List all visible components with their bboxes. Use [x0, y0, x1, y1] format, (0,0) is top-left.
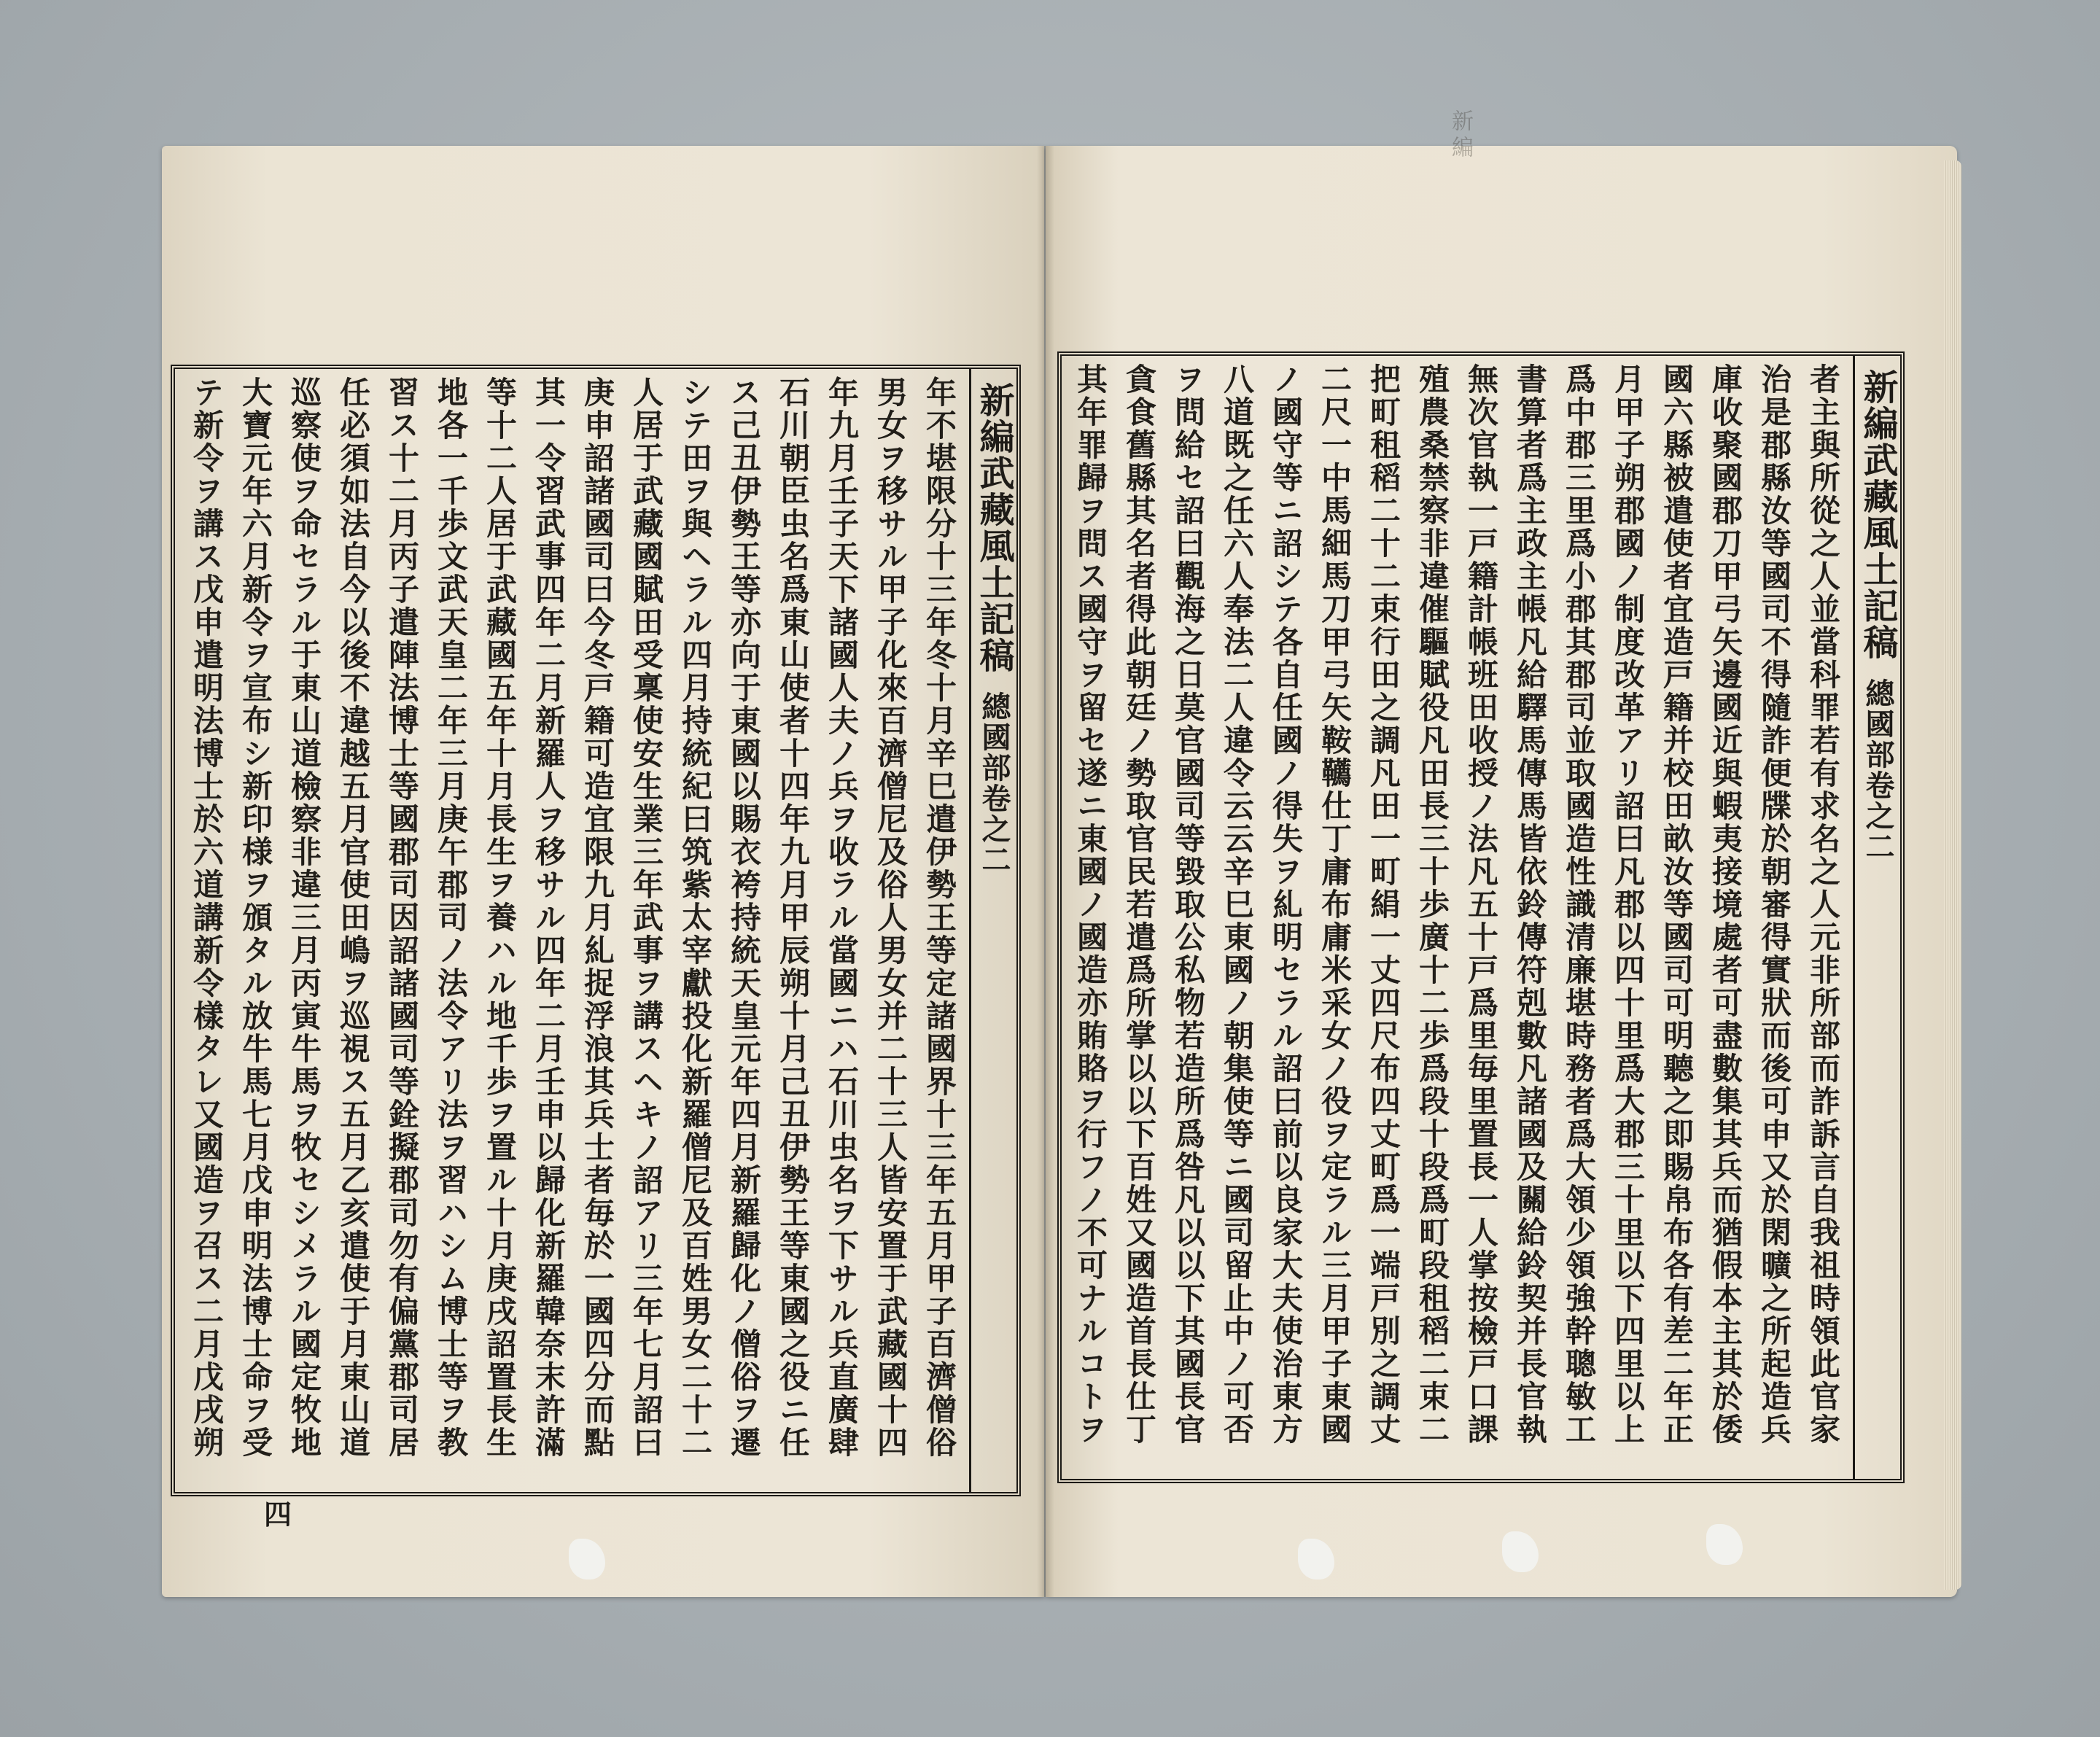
left-page — [162, 146, 1044, 1597]
left-header-volume: 總國部卷之二 — [977, 691, 1011, 875]
left-text-block: 年不堪限分十三年冬十月辛巳遣伊勢王等定諸國界十三年五月甲子百濟僧俗男女ヲ移サル甲子化來百濟僧尼及俗人男女并二十三人皆安置于武藏國十四年九月壬子天下諸國人夫ノ兵ヲ收ラル當國ニハ石川虫名ヲ下サル兵直廣肆石川朝臣虫名爲東山使者十四年九月甲辰朔十月己丑伊勢王等東國之役ニ任ス己丑伊勢王等亦向于東國以賜衣袴持統天皇元年四月新羅歸化ノ僧俗ヲ遷シテ田ヲ與ヘラル四月持統紀曰筑紫太宰獻投化新羅僧尼及百姓男女二十二人居于武藏國賦田受稟使安生業三年武事ヲ講スヘキノ詔アリ三年七月詔曰庚申詔諸國司曰今冬戸籍可造宜限九月糺捉浮浪其兵士者毎於一國四分而點其一令習武事四年二月新羅人ヲ移サル四年二月壬申以歸化新羅韓奈末許滿等十二人居于武藏國五年十月長生ヲ養ハル地千歩ヲ置ル十月庚戌詔置長生地各一千歩文武天皇二年三月庚午郡司ノ法令アリ法ヲ習ハシム博士等ヲ教習ス十二月丙子遣陣法博士等國郡司因詔諸國司等銓擬郡司勿有偏黨郡司居任必須如法自今以後不違越五月官使田嶋ヲ巡視ス五月乙亥遣使于月東山道巡察使ヲ命セラル于東山道檢察非違三月丙寅牛馬ヲ牧セシメラル國定牧地大寶元年六月新令ヲ宣布シ新印様ヲ頒タル放牛馬七月戊申明法博士命ヲ受テ新令ヲ講ス戊申遣明法博士於六道講新令樣タレ又國造ヲ召ス二月戊戌朔 — [189, 376, 957, 1459]
open-book — [162, 146, 1961, 1604]
right-text-frame — [1057, 351, 1905, 1483]
page-edges — [1944, 160, 1961, 1590]
right-header-title: 新編武藏風土記稿 — [1857, 369, 1898, 661]
faint-stamp: 新編 — [1447, 109, 1473, 162]
left-header-title: 新編武藏風土記稿 — [973, 382, 1014, 674]
page-number: 四 — [264, 1498, 292, 1531]
right-header-volume: 總國部卷之二 — [1861, 678, 1895, 862]
left-text-frame — [171, 365, 1021, 1531]
left-body-text — [182, 376, 964, 1485]
right-running-header — [1853, 356, 1900, 1479]
left-running-header — [969, 369, 1016, 1492]
book-gutter — [1037, 146, 1054, 1597]
right-text-block: 者主與所從之人並當科罪若有求名之人元非所部而詐訴言自我祖時領此官家治是郡縣汝等國司不得隨詐便牒於朝審得實狀而後可申又於閑曠之所起造兵庫收聚國郡刀甲弓矢邊國近與蝦夷接境處者可盡數集其兵而猶假本主其於倭國六縣被遣使者宜造戸籍并校田畝汝等國司可明聽之即賜帛布各有差二年正月甲子朔郡國ノ制度改革アリ詔曰凡郡以四十里爲大郡三十里以下四里以上爲中郡三里爲小郡其郡司並取國造性識清廉堪時務者爲大領少領強幹聰敏工書算者爲主政主帳凡給驛馬傳馬皆依鈴傳符剋數凡諸國及關給鈴契并長官執無次官執一戸籍計帳班田收授ノ法凡五十戸爲里毎里置長一人掌按檢戸口課殖農桑禁察非違催驅賦役凡田長三十歩廣十二歩爲段十段爲町段租稻二束二把町租稻二十二束行田之調凡田一町絹一丈四尺布四丈町爲一端戸別之調丈二尺一中馬細馬刀甲弓矢鞍韉仕丁庸布庸米采女ノ役ヲ定ラル三月甲子東國ノ國守等ニ詔シテ各自任國ノ得失ヲ糺明セラル詔曰前以良家大夫使治東方八道既之任六人奉法二人違令云云辛巳東國ノ朝集使等ニ國司留止中ノ可否ヲ問給セ詔曰觀海之日莫官國司等毀取公私物若造所爲咎凡以以下其國長官貪食舊縣其名者得此朝廷ノ勢取官民若遣爲所掌以以下百姓又國造首長仕丁其年罪歸ヲ問ス國守ヲ留セ遂ニ東國ノ國造亦賄賂ヲ行フノ不可ナルコトヲ — [1073, 363, 1841, 1446]
right-body-text — [1069, 363, 1848, 1472]
